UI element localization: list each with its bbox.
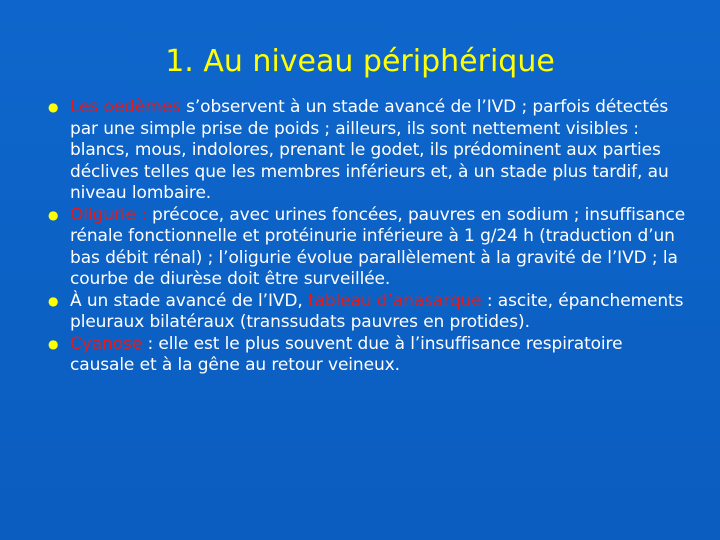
bullet-dot-icon: ● [48, 100, 59, 114]
item-text: précoce, avec urines foncées, pauvres en sodium ; insuffisance rénale fonctionnelle et protéinurie inférieure à 1 g/24 h (traduction d’un bas débit rénal) ; l’oligurie évolue parallèlement à la gravité de l’IVD ; la courbe de diurèse doit être surveillée. [70, 204, 686, 289]
list-item [46, 205, 686, 291]
item-highlight: Les oedèmes [70, 97, 181, 117]
item-text: s’observent à un stade avancé de l’IVD ; parfois détectés par une simple prise de poids ; ailleurs, ils sont nettement visibles : blancs, mous, indolores, prenant le godet, ils prédominent aux parties déclives telles que les membres inférieurs et, à un stade plus tardif, au niveau lombaire. [70, 97, 669, 203]
item-text: : ascite, épanchements pleuraux bilatéraux (transsudats pauvres en protides). [70, 290, 684, 332]
list-item [46, 291, 686, 334]
slide-title: 1. Au niveau périphérique [165, 44, 555, 79]
list-item [46, 334, 686, 377]
bullet-list [46, 97, 686, 377]
list-item [46, 97, 686, 205]
item-text: : elle est le plus souvent due à l’insuffisance respiratoire causale et à la gêne au retour veineux. [70, 333, 623, 375]
bullet-dot-icon: ● [48, 293, 59, 308]
item-highlight: tableau d’anasarque [307, 290, 482, 311]
item-highlight: Cyanose [70, 333, 143, 354]
bullet-dot-icon: ● [48, 336, 59, 351]
item-highlight: Oligurie : [70, 204, 147, 225]
bullet-dot-icon: ● [48, 207, 59, 222]
item-lead: À un stade avancé de l’IVD, [70, 290, 308, 311]
